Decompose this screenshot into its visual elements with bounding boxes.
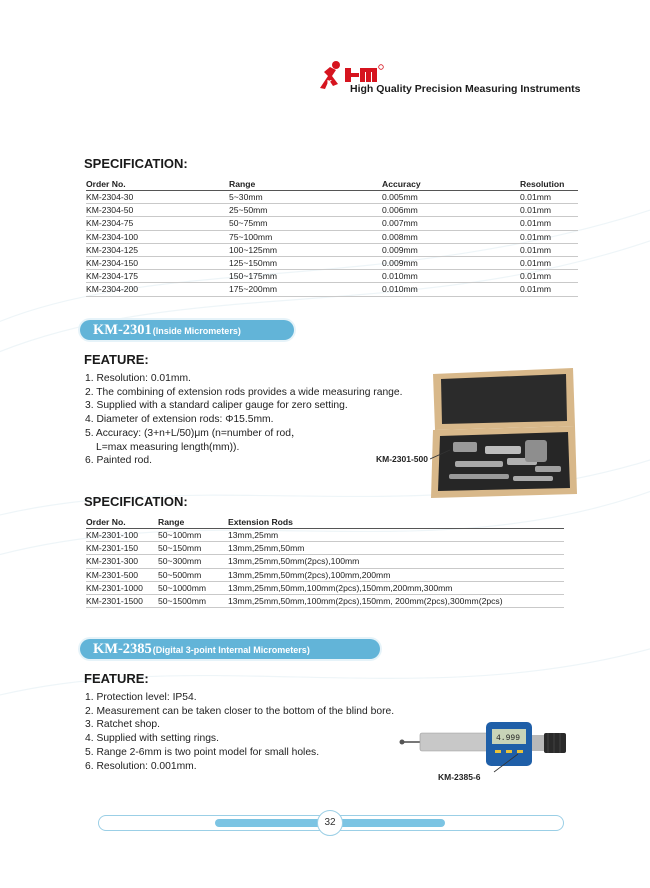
cell-range: 100~125mm: [229, 243, 382, 256]
cell-order: KM-2304-200: [86, 283, 229, 296]
product-subtitle: (Inside Micrometers): [152, 326, 241, 336]
cell-range: 25~50mm: [229, 204, 382, 217]
spec1-table: [86, 178, 578, 297]
feature-item: 1. Protection level: IP54.: [85, 692, 197, 703]
cell-resolution: 0.01mm: [520, 243, 578, 256]
product-image-km2301: [425, 366, 580, 500]
cell-accuracy: 0.010mm: [382, 270, 520, 283]
cell-order: KM-2301-300: [86, 555, 158, 568]
cell-rods: 13mm,25mm,50mm(2pcs),100mm: [228, 555, 564, 568]
cell-range: 5~30mm: [229, 191, 382, 204]
feature-item: 3. Supplied with a standard caliper gauge for zero setting.: [85, 400, 348, 412]
cell-rods: 13mm,25mm,50mm: [228, 542, 564, 555]
table-row: [86, 217, 578, 230]
feature-item: 6. Resolution: 0.001mm.: [85, 760, 197, 772]
spec1-heading: SPECIFICATION:: [84, 156, 188, 171]
feature-item: L=max measuring length(mm)).: [96, 441, 240, 453]
cell-order: KM-2304-175: [86, 270, 229, 283]
image-caption: KM-2385-6: [438, 772, 481, 782]
cell-order: KM-2304-75: [86, 217, 229, 230]
cell-order: KM-2304-125: [86, 243, 229, 256]
table-row: [86, 581, 564, 594]
feature-item: 5. Accuracy: (3+n+L/50)μm (n=number of rod，: [85, 427, 302, 439]
cell-range: 125~150mm: [229, 256, 382, 269]
table-row: [86, 555, 564, 568]
feature-item: 1. Resolution: 0.01mm.: [85, 373, 191, 384]
cell-order: KM-2301-1000: [86, 581, 158, 594]
feature-item: 5. Range 2-6mm is two point model for small holes.: [85, 746, 320, 758]
table-row: [86, 230, 578, 243]
cell-resolution: 0.01mm: [520, 256, 578, 269]
feature-list-km2385: [85, 691, 394, 773]
feature-item: 2. Measurement can be taken closer to the bottom of the blind bore.: [85, 705, 395, 717]
cell-range: 50~500mm: [158, 568, 228, 581]
cell-range: 50~1000mm: [158, 581, 228, 594]
feature-item: 4. Diameter of extension rods: Φ15.5mm.: [85, 414, 274, 426]
cell-accuracy: 0.007mm: [382, 217, 520, 230]
cell-order: KM-2304-150: [86, 256, 229, 269]
column-header: Resolution: [520, 178, 578, 191]
cell-resolution: 0.01mm: [520, 204, 578, 217]
lcd-readout: 4.999: [496, 734, 521, 743]
feature-item: 3. Ratchet shop.: [85, 719, 160, 731]
cell-resolution: 0.01mm: [520, 283, 578, 296]
table-row: [86, 542, 564, 555]
table-header-row: [86, 178, 578, 191]
cell-resolution: 0.01mm: [520, 191, 578, 204]
cell-resolution: 0.01mm: [520, 270, 578, 283]
table-header-row: [86, 516, 564, 529]
cell-range: 50~75mm: [229, 217, 382, 230]
cell-order: KM-2304-50: [86, 204, 229, 217]
cell-accuracy: 0.010mm: [382, 283, 520, 296]
cell-order: KM-2301-1500: [86, 594, 158, 607]
feature-item: 4. Supplied with setting rings.: [85, 733, 219, 745]
product-banner-km2385: [80, 639, 380, 659]
cell-accuracy: 0.008mm: [382, 230, 520, 243]
product-code: KM-2301: [93, 322, 152, 338]
column-header: Order No.: [86, 516, 158, 529]
feature-item: 2. The combining of extension rods provides a wide measuring range.: [85, 386, 403, 398]
cell-rods: 13mm,25mm,50mm,100mm(2pcs),150mm,200mm,300mm: [228, 581, 564, 594]
cell-order: KM-2301-500: [86, 568, 158, 581]
cell-resolution: 0.01mm: [520, 217, 578, 230]
table-row: [86, 568, 564, 581]
cell-range: 50~150mm: [158, 542, 228, 555]
table-row: [86, 191, 578, 204]
cell-order: KM-2301-150: [86, 542, 158, 555]
column-header: Extension Rods: [228, 516, 564, 529]
product-banner-km2301: [80, 320, 294, 340]
cell-rods: 13mm,25mm,50mm,100mm(2pcs),150mm, 200mm(2pcs),300mm(2pcs): [228, 594, 564, 607]
column-header: Order No.: [86, 178, 229, 191]
product-image-km2385: [398, 720, 570, 770]
table-row: [86, 256, 578, 269]
caption-leader-line: [492, 752, 520, 774]
spec2-heading: SPECIFICATION:: [84, 494, 188, 509]
page-number: 32: [317, 810, 343, 836]
table-row: [86, 594, 564, 607]
cell-range: 175~200mm: [229, 283, 382, 296]
feature-list-km2301: [85, 372, 402, 468]
cell-accuracy: 0.009mm: [382, 256, 520, 269]
cell-order: KM-2304-100: [86, 230, 229, 243]
caption-leader-line: [430, 448, 452, 462]
cell-range: 75~100mm: [229, 230, 382, 243]
cell-range: 50~300mm: [158, 555, 228, 568]
cell-rods: 13mm,25mm: [228, 529, 564, 542]
table-row: [86, 270, 578, 283]
cell-accuracy: 0.009mm: [382, 243, 520, 256]
spec2-table: [86, 516, 564, 608]
cell-range: 150~175mm: [229, 270, 382, 283]
cell-order: KM-2301-100: [86, 529, 158, 542]
product-code: KM-2385: [93, 641, 152, 657]
table-row: [86, 243, 578, 256]
feature-item: 6. Painted rod.: [85, 455, 152, 467]
feature-heading: FEATURE:: [84, 671, 149, 686]
column-header: Range: [229, 178, 382, 191]
table-row: [86, 283, 578, 296]
cell-accuracy: 0.006mm: [382, 204, 520, 217]
brand-tagline: High Quality Precision Measuring Instruments: [350, 83, 581, 95]
table-row: [86, 204, 578, 217]
cell-range: 50~1500mm: [158, 594, 228, 607]
cell-range: 50~100mm: [158, 529, 228, 542]
svg-text:K: K: [327, 80, 333, 87]
cell-order: KM-2304-30: [86, 191, 229, 204]
table-row: [86, 529, 564, 542]
image-caption: KM-2301-500: [376, 454, 428, 464]
column-header: Range: [158, 516, 228, 529]
column-header: Accuracy: [382, 178, 520, 191]
cell-resolution: 0.01mm: [520, 230, 578, 243]
cell-rods: 13mm,25mm,50mm(2pcs),100mm,200mm: [228, 568, 564, 581]
product-subtitle: (Digital 3-point Internal Micrometers): [152, 645, 310, 655]
cell-accuracy: 0.005mm: [382, 191, 520, 204]
feature-heading: FEATURE:: [84, 352, 149, 367]
